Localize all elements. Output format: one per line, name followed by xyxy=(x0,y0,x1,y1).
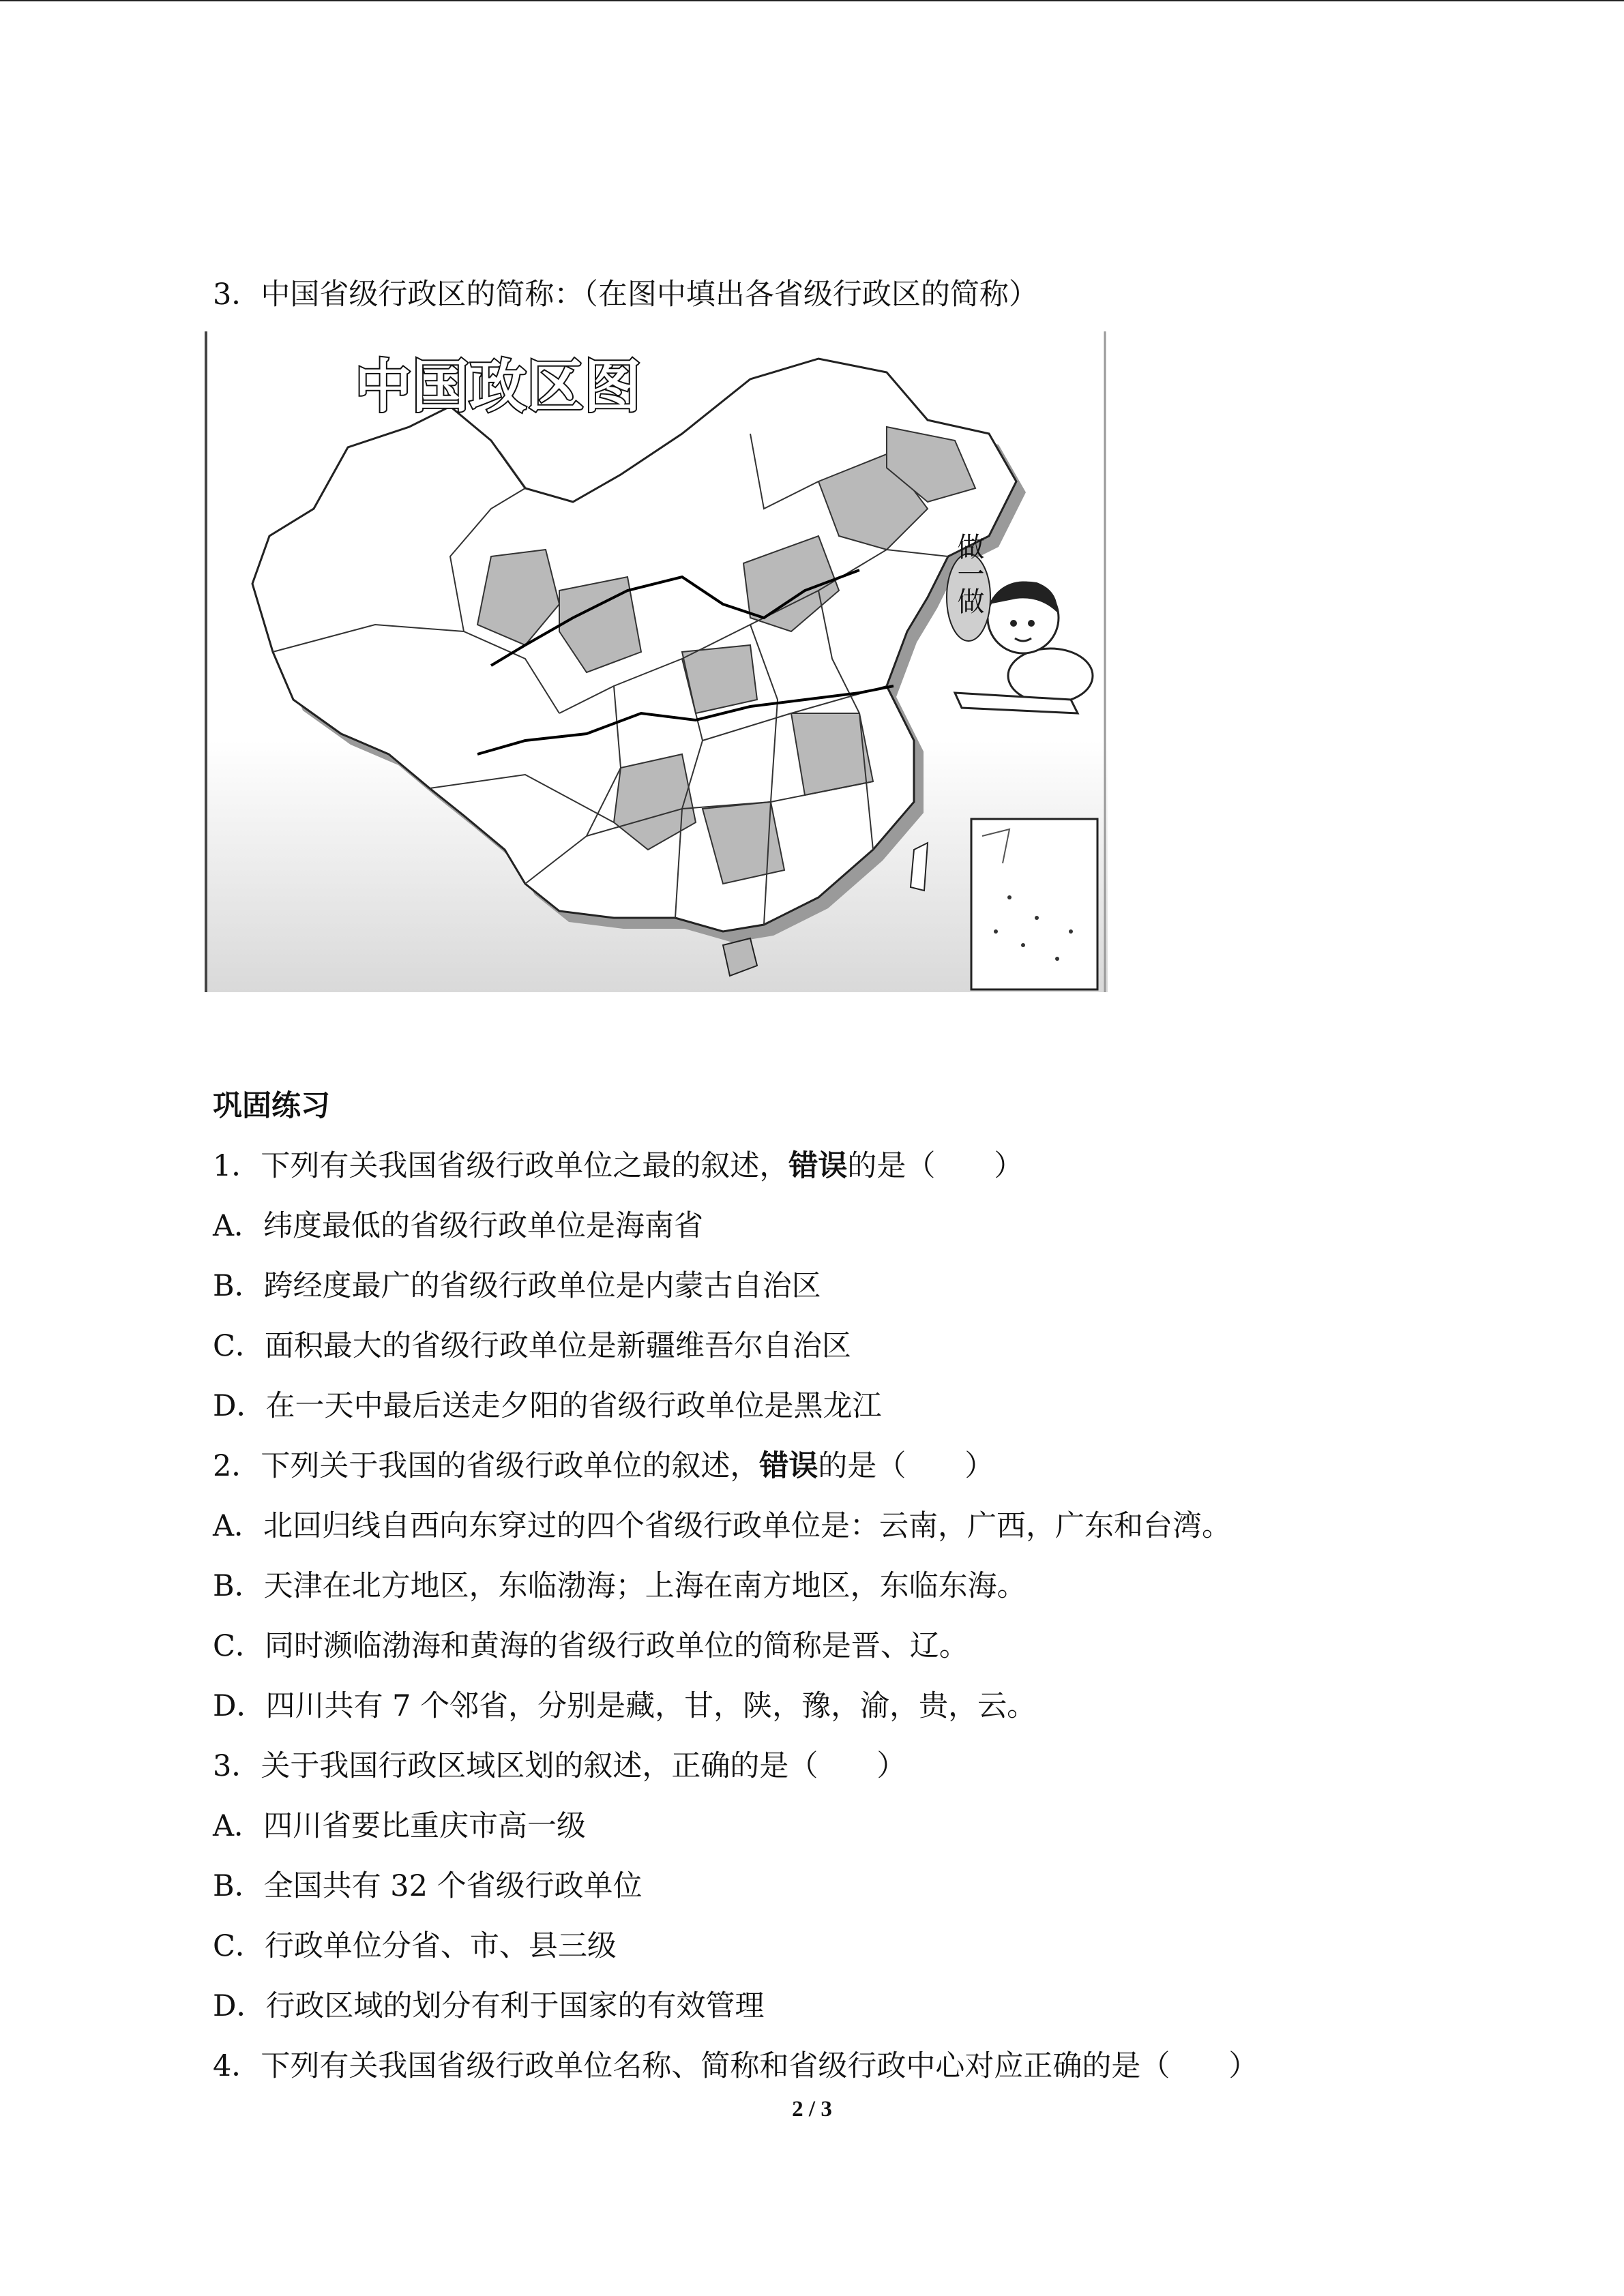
question-3-stem: 3．关于我国行政区域区划的叙述，正确的是（ ） xyxy=(213,1749,906,1783)
question-2-option-d: D．四川共有 7 个邻省，分别是藏，甘，陕，豫，渝，贵，云。 xyxy=(213,1689,1037,1723)
map-title: 中国政区图 xyxy=(355,353,642,420)
south-china-sea-inset xyxy=(971,819,1097,989)
question-3-option-c: C．行政单位分省、市、县三级 xyxy=(213,1929,617,1963)
badge-text: 做一做 xyxy=(953,533,984,614)
question-1-option-d: D．在一天中最后送走夕阳的省级行政单位是黑龙江 xyxy=(213,1389,882,1423)
question-1-option-c: C．面积最大的省级行政单位是新疆维吾尔自治区 xyxy=(213,1329,851,1363)
intro-item-3: 3．中国省级行政区的简称：（在图中填出各省级行政区的简称） xyxy=(213,278,1038,312)
question-2-option-b: B．天津在北方地区，东临渤海；上海在南方地区，东临东海。 xyxy=(213,1569,1027,1603)
question-2-stem: 2．下列关于我国的省级行政单位的叙述，错误的是（ ） xyxy=(213,1449,994,1483)
question-3-option-d: D．行政区域的划分有利于国家的有效管理 xyxy=(213,1989,765,2023)
section-title: 巩固练习 xyxy=(213,1089,330,1123)
question-3-option-b: B．全国共有 32 个省级行政单位 xyxy=(213,1869,643,1903)
question-4-stem: 4．下列有关我国省级行政单位名称、简称和省级行政中心对应正确的是（ ） xyxy=(213,2049,1258,2083)
question-1-option-a: A．纬度最低的省级行政单位是海南省 xyxy=(213,1209,704,1243)
top-border xyxy=(0,0,1624,1)
china-political-map xyxy=(205,331,1108,992)
question-1-stem: 1．下列有关我国省级行政单位之最的叙述，错误的是（ ） xyxy=(213,1149,1024,1183)
question-2-option-c: C．同时濒临渤海和黄海的省级行政单位的简称是晋、辽。 xyxy=(213,1629,969,1663)
page-number: 2 / 3 xyxy=(792,2097,832,2121)
question-2-option-a: A．北回归线自西向东穿过的四个省级行政单位是：云南，广西，广东和台湾。 xyxy=(213,1509,1232,1543)
question-1-option-b: B．跨经度最广的省级行政单位是内蒙古自治区 xyxy=(213,1269,821,1303)
question-3-option-a: A．四川省要比重庆市高一级 xyxy=(213,1809,587,1843)
